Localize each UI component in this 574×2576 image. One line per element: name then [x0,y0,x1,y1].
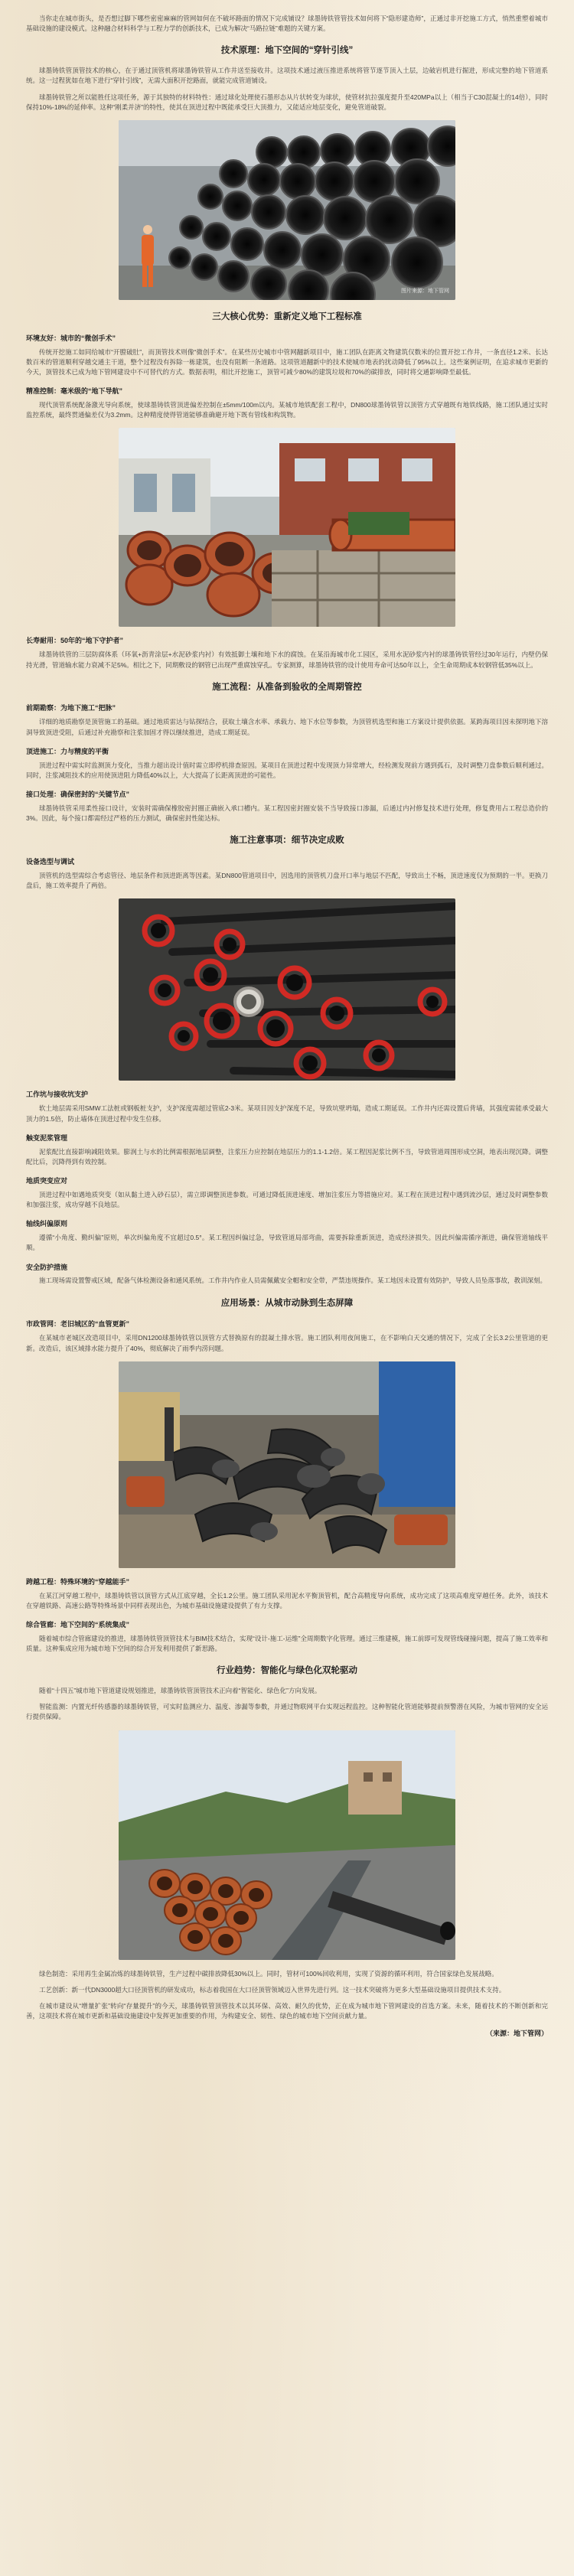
section-title-advantages: 三大核心优势：重新定义地下工程标准 [212,311,362,321]
subheading: 跨越工程：特殊环境的“穿越能手” [26,1577,130,1586]
paragraph: 球墨铸铁管之所以能胜任这项任务，源于其独特的材料特性：通过球化处理使石墨形态从片状转变为球状，使管材抗拉强度提升至420MPa以上（相当于C30混凝土的14倍），同时保持10%-18%的延伸率。这种“刚柔并济”的特性，使其在顶进过程中既能承受巨大顶推力，又能适应地层变化，避免管道破裂。 [26,93,548,111]
section-title-trends: 行业趋势：智能化与绿色化双轮驱动 [217,1666,357,1676]
subheading: 长寿耐用：50年的“地下守护者” [26,637,124,645]
photo-red-pipe-fittings [119,428,455,627]
photo-pipes-red-flanges [119,898,455,1081]
subheading: 市政管网：老旧城区的“血管更新” [26,1320,130,1329]
paragraph: 在城市建设从“增量扩张”转向“存量提升”的今天，球墨铸铁管顶管技术以其环保、高效、耐久的优势，正在成为城市地下管网建设的首选方案。未来，随着技术的不断创新和完善，这项技术将在城市更新和基础设施建设中发挥更加重要的作用，为构建安全、韧性、绿色的城市地下空间贡献力量。 [26,2001,548,2020]
paragraph: 顶进过程中需实时监测顶力变化，当推力超出设计值时需立即停机排查原因。某项目在顶进过程中发现顶力异常增大，经检测发现前方遇到孤石，及时调整刀盘参数后顺利通过。同时，注浆减阻技术的应用使顶进阻力降低40%以上，大大提高了长距离顶进的可能性。 [26,761,548,779]
paragraph: 球墨铸铁管采用柔性接口设计，安装时需确保橡胶密封圈正确嵌入承口槽内。某工程因密封圈安装不当导致接口渗漏，后通过内衬修复技术进行处理，修复费用占工程总造价的3%。因此，每个接口都需经过严格的压力测试，确保密封性能达标。 [26,804,548,823]
paragraph: 施工现场需设置警戒区域，配备气体检测设备和通风系统。工作井内作业人员需佩戴安全帽和安全带，严禁违规操作。某工地因未设置有效防护，导致人员坠落事故，教训深刻。 [39,1277,547,1285]
subheading: 环境友好：城市的“微创手术” [26,334,116,342]
paragraph: 顶进过程中如遇地质突变（如从黏土进入砂石层），需立即调整顶进参数。可通过降低顶进速度、增加注浆压力等措施应对。某工程在顶进过程中遇到流沙层，通过及时调整参数和加强注浆，成功穿越不良地层。 [26,1190,548,1209]
paragraph: 在某江河穿越工程中，球墨铸铁管以顶管方式从江底穿越，全长1.2公里。施工团队采用泥水平衡顶管机，配合高精度导向系统，成功完成了这项高难度穿越任务。此外，该技术在穿越铁路、高速公路等特殊场景中同样表现出色，为城市基础设施建设提供了有力支撑。 [26,1591,548,1609]
paragraph: 在某城市老城区改造项目中，采用DN1200球墨铸铁管以顶管方式替换原有的混凝土排水管。施工团队利用夜间施工，在不影响白天交通的情况下，完成了全长3.2公里管道的更新。改造后，该区域排水能力提升了40%，彻底解决了雨季内涝问题。 [26,1334,548,1352]
paragraph: 工艺创新：新一代DN3000超大口径顶管机的研发成功，标志着我国在大口径顶管领域迈入世界先进行列。这一技术突破将为更多大型基础设施项目提供技术支持。 [39,1985,506,1994]
subheading: 安全防护措施 [26,1263,68,1271]
section-title-process: 施工流程：从准备到验收的全周期管控 [212,682,362,692]
paragraph: 球墨铸铁管顶管技术的核心，在于通过顶管机将球墨铸铁管从工作井送至接收井。这项技术通过液压推进系统将管节逐节顶入土层，边破岩机进行掘进，形成完整的地下管道系统。这一过程犹如在地下进行“穿针引线”，无需大面积开挖路面，就能完成管道铺设。 [26,67,548,85]
subheading: 综合管廊：地下空间的“系统集成” [26,1621,130,1629]
subheading: 顶进施工：力与精度的平衡 [26,747,109,755]
subheading: 地质突变应对 [26,1176,68,1185]
paragraph: 遵循“小角度、勤纠偏”原则，单次纠偏角度不宜超过0.5°。某工程因纠偏过急，导致管道局部弯曲，需要拆除重新顶进，造成经济损失。因此纠偏需循序渐进，确保管道轴线平顺。 [26,1234,548,1252]
paragraph: 传统开挖施工如同给城市“开膛破肚”，而顶管技术则像“微创手术”。在某些历史城市中管网翻新项目中，施工团队在距离文物建筑仅数米的位置开挖工作井，一条直径1.2米、长达数百米的管道顺利穿越交通主干道，整个过程没有拆除一栋建筑，也没有阻断一条道路。这项管道翻新中的技术使城市地表的扰动降低了95%以上。这些案例证明，在追求城市更新的今天，顶管技术已成为地下管网建设中不可替代的方式。数据表明，相比开挖施工，顶管可减少80%的建筑垃圾和70%的碳排放，同时将交通影响降至最低。 [26,347,548,376]
paragraph: 详细的地质勘察是顶管施工的基础。通过地质雷达与钻探结合，获取土壤含水率、承载力、地下水位等参数，为顶管机选型和施工方案设计提供依据。某跨海项目因未探明地下溶洞导致顶进受阻，后通过补充勘察和注浆加固才得以继续推进，造成工期延误。 [26,718,548,736]
section-title-precautions: 施工注意事项：细节决定成败 [230,836,344,846]
paragraph: 顶管机的选型需综合考虑管径、地层条件和顶进距离等因素。某DN800管道项目中，因选用的顶管机刀盘开口率与地层不匹配，导致出土不畅，顶进速度仅为预期的一半。更换刀盘后，施工效率提升了两倍。 [26,872,548,890]
paragraph: 随着“十四五”城市地下管道建设规划推进，球墨铸铁管顶管技术正向着“智能化、绿色化”方向发展。 [39,1687,321,1695]
paragraph: 泥浆配比直接影响减阻效果。膨润土与水的比例需根据地层调整，注浆压力应控制在地层压力的1.1-1.2倍。某工程因泥浆比例不当，导致管道周围形成空洞，地表出现沉降。调整配比后，沉降得到有效控制。 [26,1147,548,1166]
section-title-applications: 应用场景：从城市动脉到生态屏障 [220,1298,354,1308]
subheading: 前期勘察：为地下施工“把脉” [26,704,116,712]
paragraph: 球墨铸铁管的三层防腐体系（环氧+沥青涂层+水泥砂浆内衬）有效抵御土壤和地下水的腐蚀。在某沿海城市化工园区，采用水泥砂浆内衬的球墨铸铁管经过30年运行，内壁仍保持光滑，管道输水能力衰减不足5%。相比之下，同期敷设的钢管已出现严重腐蚀穿孔。专家测算，球墨铸铁管的设计使用寿命可达50年以上，全生命周期成本较钢管低35%以上。 [26,651,548,669]
photo-pipes-roadside [119,1730,455,1960]
paragraph: 绿色制造：采用再生金属冶炼的球墨铸铁管，生产过程中碳排放降低30%以上。同时，管材可100%回收利用，实现了资源的循环利用，符合国家绿色发展战略。 [39,1969,498,1978]
subheading: 工作坑与接收坑支护 [26,1091,89,1099]
subheading: 精准控制：毫米级的“地下导航” [26,387,123,396]
photo-stacked-black-pipes [119,120,455,300]
section-title-principle: 技术原理：地下空间的“穿针引线” [220,46,354,56]
intro-paragraph: 当你走在城市街头，是否想过脚下哪些密密麻麻的管网如何在不破坏路面的情况下完成铺设？球墨铸铁管管技术如何将下“隐形建造师”，正通过非开挖施工方式，悄然重塑着城市基础设施的建设模式。这种融合材料科学与工程力学的创新技术，已成为解决“马路拉链”难题的关键方案。 [26,15,548,33]
subheading: 轴线纠偏原则 [26,1220,68,1228]
subheading: 触变泥浆管理 [26,1133,68,1142]
paragraph: 软土地层需采用SMW工法桩或钢板桩支护，支护深度需超过管底2-3米。某项目因支护深度不足，导致坑壁坍塌，造成工期延误。工作井内还需设置后背墙，其强度需能承受最大顶力的1.5倍，防止墙体在顶进过程中发生位移。 [26,1104,548,1123]
photo-caption: 图片来源：地下管网 [401,289,449,294]
paragraph: 智能监测：内置光纤传感器的球墨铸铁管，可实时监测应力、温度、渗漏等参数，并通过物联网平台实现远程监控。这种智能化管道能够提前预警潜在风险，为城市管网的安全运行提供保障。 [26,1703,548,1721]
source-note: （来源：地下管网） [485,2030,548,2038]
subheading: 接口处理：确保密封的“关键节点” [26,791,130,799]
paragraph: 随着城市综合管廊建设的推进，球墨铸铁管顶管技术与BIM技术结合，实现“设计-施工-运维”全周期数字化管理。通过三维建模，施工前即可发现管线碰撞问题，提高了施工效率和质量。这种集成应用为城市地下空间的综合开发利用提供了新思路。 [26,1634,548,1653]
paragraph: 现代顶管系统配备激光导向系统，使球墨铸铁管顶进偏差控制在±5mm/100m以内。某城市地铁配套工程中，DN800球墨铸铁管以顶管方式穿越既有地铁线路，施工团队通过实时监控系统，最终贯通偏差仅为3.2mm。这种精度使得管道能够准确避开地下既有管线和构筑物。 [26,401,548,419]
subheading: 设备选型与调试 [26,858,75,866]
photo-pipe-fittings-pile [119,1361,455,1568]
